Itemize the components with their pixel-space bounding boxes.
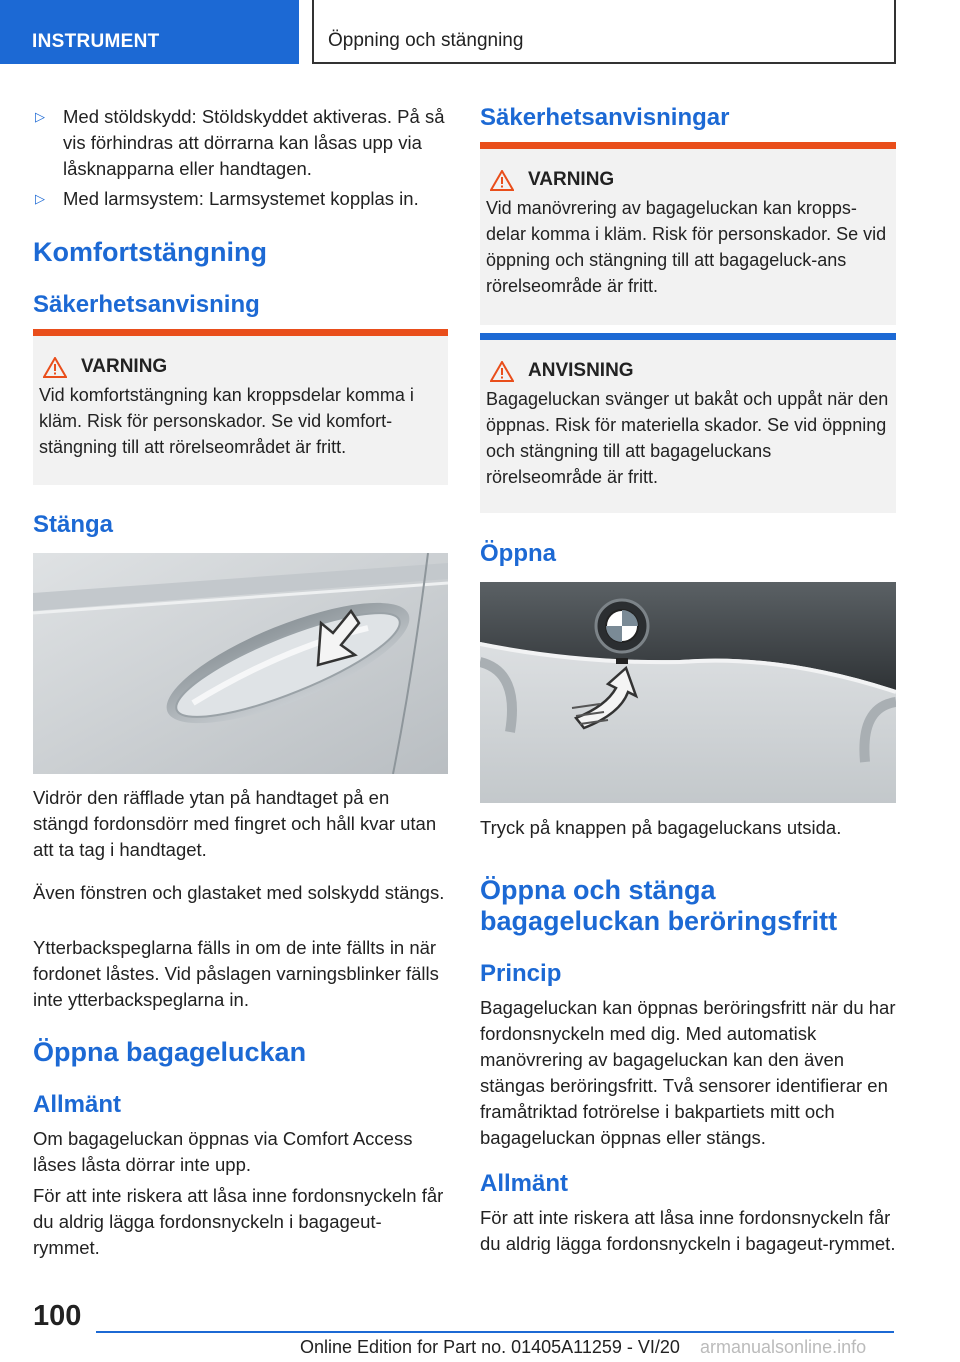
footer-edition: Online Edition for Part no. 01405A11259 - VI/20 xyxy=(300,1337,680,1357)
warning-label: VARNING xyxy=(81,356,168,377)
section-tab xyxy=(0,0,299,64)
bullet-item xyxy=(33,104,448,182)
warning-text: Vid manövrering av bagageluckan kan kropps-delar komma i kläm. Risk för personskador. Se vid öppning och stängning till att bagageluck-ans rörelseområde är fritt. xyxy=(486,198,887,296)
page-number: 100 xyxy=(33,1300,82,1332)
footer-divider xyxy=(96,1331,894,1333)
heading-touchless: Öppna och stänga bagageluckan beröringsfritt xyxy=(480,875,838,936)
door-handle-illustration xyxy=(33,553,448,774)
close-mirrors-text: Ytterbackspeglarna fälls in om de inte fällts in när fordonet låstes. Vid påslagen varningsblinker fälls inte ytterbackspeglarna in. xyxy=(33,937,439,1010)
trunk-button-illustration xyxy=(480,582,896,803)
warning-label: VARNING xyxy=(528,169,615,190)
trunk-button-image xyxy=(480,582,896,803)
watermark: armanualsonline.info xyxy=(700,1337,867,1357)
door-handle-image xyxy=(33,553,448,774)
chapter-title: Öppning och stängning xyxy=(328,30,524,51)
bullet-triangle-icon: ▷ xyxy=(35,191,45,206)
heading-general: Allmänt xyxy=(480,1170,569,1197)
close-instruction: Vidrör den räfflade ytan på handtaget på en stängd fordonsdörr med fingret och håll kvar utan att ta tag i handtaget. xyxy=(33,787,437,860)
chapter-header xyxy=(312,0,896,64)
bullet-item xyxy=(33,186,448,212)
open-caption: Tryck på knappen på bagageluckans utsida. xyxy=(480,817,842,838)
warning-title xyxy=(486,167,890,193)
heading-close: Stänga xyxy=(33,511,114,538)
heading-open: Öppna xyxy=(480,540,556,567)
notice-label: ANVISNING xyxy=(528,360,634,381)
heading-general: Allmänt xyxy=(33,1091,122,1118)
general-text-2: För att inte riskera att låsa inne fordonsnyckeln får du aldrig lägga fordonsnyckeln i bagageut-rymmet. xyxy=(33,1185,444,1258)
heading-principle: Princip xyxy=(480,960,562,987)
warning-box xyxy=(480,142,896,325)
bullet-triangle-icon: ▷ xyxy=(35,109,45,124)
section-title: INSTRUMENT xyxy=(32,31,160,52)
warning-title xyxy=(39,354,442,380)
bullet-text: Med larmsystem: Larmsystemet kopplas in. xyxy=(63,188,419,209)
heading-safety-notes: Säkerhetsanvisningar xyxy=(480,104,730,131)
general-text: För att inte riskera att låsa inne fordonsnyckeln får du aldrig lägga fordonsnyckeln i bagageut-rymmet. xyxy=(480,1207,896,1254)
bullet-text: Med stöldskydd: Stöldskyddet aktiveras. På så vis förhindras att dörrarna kan låsas upp via låsknapparna eller handtagen. xyxy=(63,106,445,179)
warning-text: Vid komfortstängning kan kroppsdelar komma i kläm. Risk för personskador. Se vid komfort-stängning till att rörelseområdet är fritt. xyxy=(39,385,414,457)
heading-safety-note: Säkerhetsanvisning xyxy=(33,291,260,318)
notice-triangle-icon xyxy=(490,361,514,382)
notice-box xyxy=(480,333,896,513)
heading-comfort-closing: Komfortstängning xyxy=(33,237,267,267)
general-text-1: Om bagageluckan öppnas via Comfort Access låses låsta dörrar inte upp. xyxy=(33,1128,413,1175)
heading-open-trunk: Öppna bagageluckan xyxy=(33,1037,307,1067)
warning-triangle-icon xyxy=(43,357,67,378)
notice-text: Bagageluckan svänger ut bakåt och uppåt när den öppnas. Risk för materiella skador. Se vid öppning och stängning till att bagageluckans rörelseområde är fritt. xyxy=(486,389,889,487)
warning-box xyxy=(33,329,448,485)
principle-text: Bagageluckan kan öppnas beröringsfritt när du har fordonsnyckeln med dig. Med automatisk manövrering av bagageluckan kan den även stängas beröringsfritt. Två sensorer identifierar en framåtriktad fotrörelse i bakpartiets mitt och bagageluckan öppnas eller stängs. xyxy=(480,997,896,1148)
notice-title xyxy=(486,358,890,384)
warning-triangle-icon xyxy=(490,170,514,191)
close-windows-text: Även fönstren och glastaket med solskydd stängs. xyxy=(33,882,445,903)
